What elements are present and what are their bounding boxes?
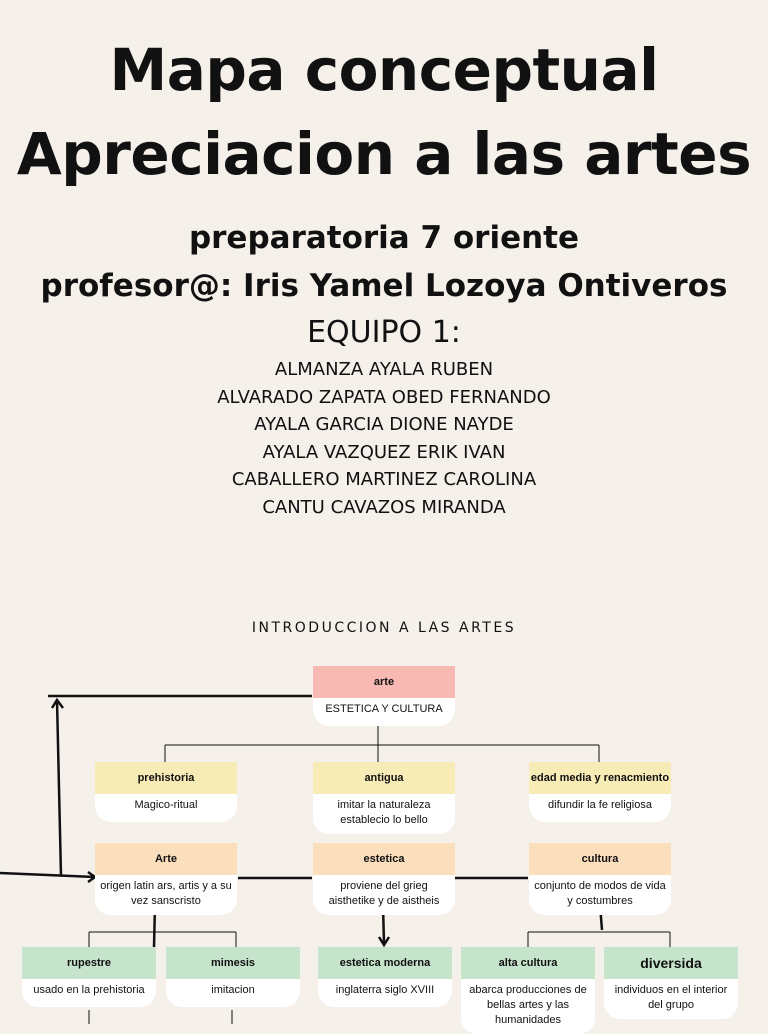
node-desc: inglaterra siglo XVIII [318, 979, 452, 1007]
node-arte [313, 666, 455, 726]
connector-line [0, 873, 95, 877]
teacher-name: profesor@: Iris Yamel Lozoya Ontiveros [40, 268, 728, 304]
node-title: cultura [529, 843, 671, 875]
member-item: ALMANZA AYALA RUBEN [274, 359, 494, 380]
member-item: ALVARADO ZAPATA OBED FERNANDO [217, 386, 551, 408]
node-title: estetica [313, 843, 455, 875]
node-desc: abarca producciones de bellas artes y las humanidades [461, 979, 595, 1034]
team-label: EQUIPO 1: [307, 315, 461, 350]
node-estetica [313, 843, 455, 915]
node-desc: proviene del grieg aisthetike y de aistheis [313, 875, 455, 915]
node-mimesis [166, 947, 300, 1007]
section-title: INTRODUCCION A LAS ARTES [251, 620, 517, 636]
connector-line [57, 700, 61, 876]
node-alta-cultura [461, 947, 595, 1034]
node-antigua [313, 762, 455, 834]
node-title: estetica moderna [318, 947, 452, 979]
node-cultura [529, 843, 671, 915]
member-item: CANTU CAVAZOS MIRANDA [262, 496, 506, 518]
node-title: mimesis [166, 947, 300, 979]
node-desc: individuos en el interior del grupo [604, 979, 738, 1019]
node-estetica-moderna [318, 947, 452, 1007]
node-desc: ESTETICA Y CULTURA [313, 698, 455, 726]
node-title: antigua [313, 762, 455, 794]
node-desc: Magico-ritual [95, 794, 237, 822]
node-diversidad [604, 947, 738, 1019]
title-line-1: Mapa conceptual [109, 36, 659, 104]
node-desc: imitar la naturaleza establecio lo bello [313, 794, 455, 834]
node-title: diversida [604, 947, 738, 979]
node-desc: usado en la prehistoria [22, 979, 156, 1007]
title-line-2: Apreciacion a las artes [16, 120, 752, 188]
school-name: preparatoria 7 oriente [188, 220, 580, 256]
node-rupestre [22, 947, 156, 1007]
node-title: alta cultura [461, 947, 595, 979]
node-title: arte [313, 666, 455, 698]
member-item: AYALA GARCIA DIONE NAYDE [254, 414, 514, 436]
node-prehistoria [95, 762, 237, 822]
node-arte-origen [95, 843, 237, 915]
node-title: prehistoria [95, 762, 237, 794]
member-item: AYALA VAZQUEZ ERIK IVAN [262, 441, 506, 463]
node-edad-media [529, 762, 671, 822]
node-title: edad media y renacmiento [529, 762, 671, 794]
node-desc: imitacion [166, 979, 300, 1007]
member-item: CABALLERO MARTINEZ CAROLINA [231, 469, 537, 491]
node-desc: difundir la fe religiosa [529, 794, 671, 822]
node-desc: conjunto de modos de vida y costumbres [529, 875, 671, 915]
node-title: rupestre [22, 947, 156, 979]
node-desc: origen latin ars, artis y a su vez sanscristo [95, 875, 237, 915]
node-title: Arte [95, 843, 237, 875]
